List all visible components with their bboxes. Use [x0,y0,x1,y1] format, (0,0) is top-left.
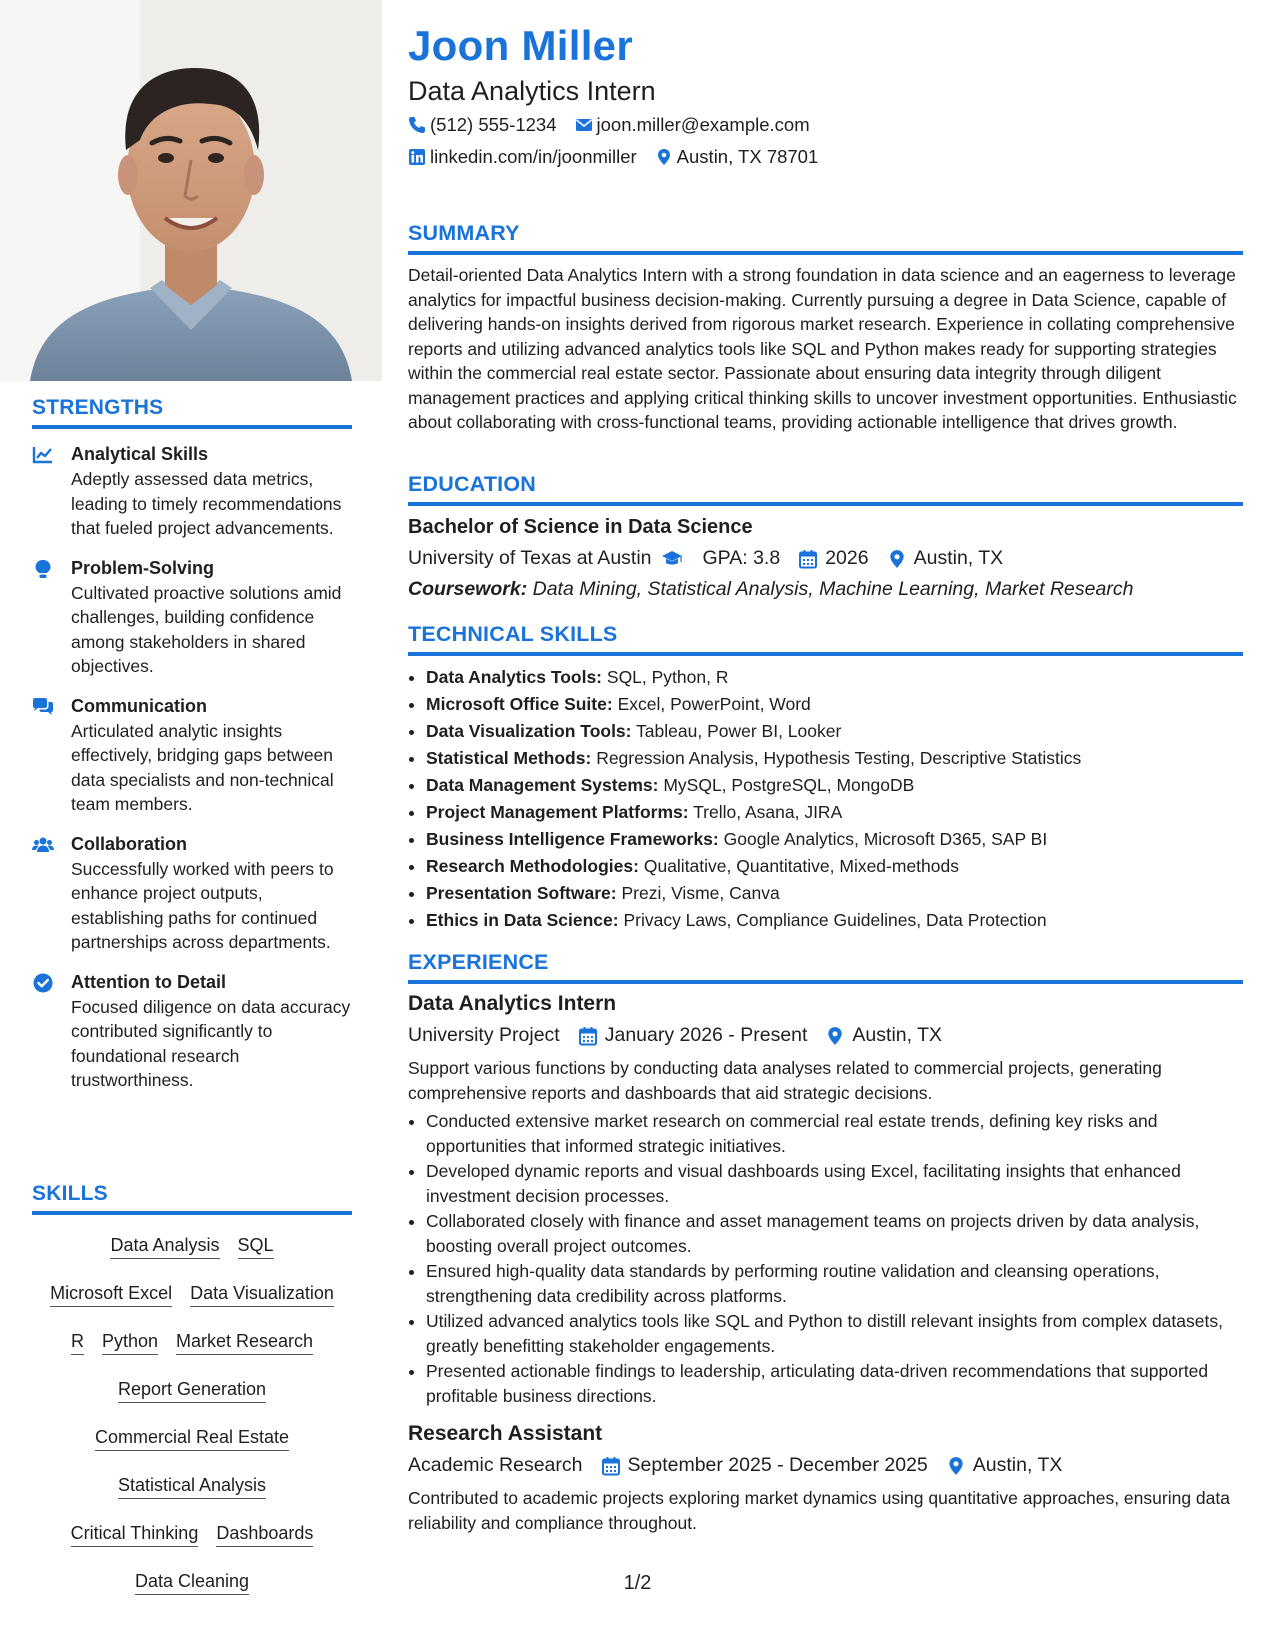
skill-tag: Data Visualization [190,1277,334,1307]
page-number-text: 1/2 [623,1572,652,1594]
summary-text: Detail-oriented Data Analytics Intern with a strong foundation in data science and an eagerness to leverage analytics for impactful business decision-making. Currently pursuing a degree in Data Science, capable of delivering hands-on insights derived from rigorous market research. Experience in collating comprehensive reports and utilizing advanced analytics tools like SQL and Python makes ready for supporting strategies within the commercial real estate sector. Passionate about ensuring data integrity through diligent management practices and applying critical thinking skills to uncover investment opportunities. Enthusiastic about collaborating with cross-functional teams, providing actionable intelligence that drives growth. [408,265,1237,432]
contact-linkedin[interactable] [408,146,637,168]
list-item [426,853,1243,880]
users-icon [32,835,54,855]
tech-label: Data Management Systems: [426,775,659,795]
gpa-text: GPA: 3.8 [702,547,781,569]
tech-value: Prezi, Visme, Canva [621,883,780,903]
phone-icon [408,116,426,134]
skills-section [32,1182,352,1613]
candidate-name: Joon Miller [408,22,633,69]
job-description: Contributed to academic projects exploring market dynamics using quantitative approaches, ensuring data reliability and compliance throughout. [408,1488,1230,1533]
experience-section [408,950,1243,1535]
list-item [426,880,1243,907]
tech-label: Data Analytics Tools: [426,667,603,687]
skill-tag: Statistical Analysis [118,1469,266,1499]
contact-phone[interactable] [408,114,557,136]
job-description: Support various functions by conducting data analyses related to commercial projects, generating comprehensive reports and dashboards that aid strategic decisions. [408,1058,1162,1103]
job-dates [578,1024,808,1047]
skill-tag: Data Analysis [110,1229,219,1259]
strength-item [32,695,352,817]
strength-item [32,971,352,1093]
job-location [946,1454,1063,1477]
tech-label: Presentation Software: [426,883,617,903]
chart-line-icon [32,445,54,465]
tech-label: Research Methodologies: [426,856,639,876]
strength-title: Communication [71,695,208,716]
skill-tag: Microsoft Excel [50,1277,172,1307]
check-circle-icon [32,973,54,993]
edu-location-text: Austin, TX [913,547,1004,569]
year-text: 2026 [825,547,869,569]
job-bullets [408,1109,1243,1408]
strength-item [32,557,352,679]
list-item [426,799,1243,826]
technical-skills-list [408,664,1243,934]
list-item: • Utilized advanced analytics tools like SQL and Python to distill relevant insights from complex datasets, greatly benefitting stakeholder engagements. [426,1309,1243,1358]
job-dates-text: January 2026 - Present [604,1024,808,1046]
skill-tag: Critical Thinking [71,1517,199,1547]
tech-value: Privacy Laws, Compliance Guidelines, Data Protection [623,910,1047,930]
skill-tag: Data Cleaning [135,1565,249,1595]
job-dates-text: September 2025 - December 2025 [627,1454,928,1476]
contact-row-2 [408,146,818,168]
tech-label: Microsoft Office Suite: [426,694,613,714]
candidate-role: Data Analytics Intern [408,76,656,106]
list-item [426,664,1243,691]
graduation-cap-icon [659,549,685,569]
gpa [703,547,781,570]
skill-tag: Report Generation [118,1373,266,1403]
skill-tag: R [71,1325,84,1355]
strength-title: Problem-Solving [71,557,215,578]
summary-section [408,221,1243,435]
strengths-title: STRENGTHS [32,396,352,429]
page-number [0,1572,1275,1595]
linkedin-text: linkedin.com/in/joonmiller [430,146,637,167]
sidebar [0,0,382,1650]
education-section [408,472,1243,601]
list-item: • Ensured high-quality data standards by performing routine validation and cleansing operations, strengthening data credibility across platforms. [426,1259,1243,1308]
skills-title: SKILLS [32,1182,352,1215]
list-item: • Conducted extensive market research on commercial real estate trends, defining key risks and opportunities that informed strategic initiatives. [426,1109,1243,1158]
list-item [426,718,1243,745]
tech-label: Ethics in Data Science: [426,910,619,930]
job-meta [408,1454,1243,1477]
map-pin-icon [946,1456,966,1476]
skill-tag: Market Research [176,1325,313,1355]
contact-row [408,114,810,136]
contact-location [655,146,819,168]
skill-tag: Commercial Real Estate [95,1421,289,1451]
list-item: • Collaborated closely with finance and asset management teams on projects driven by data analysis, boosting overall project outcomes. [426,1209,1243,1258]
list-item: • Presented actionable findings to leadership, articulating data-driven recommendations that supported profitable business directions. [426,1359,1243,1408]
strength-desc: Articulated analytic insights effectively, bridging gaps between data specialists and non-technical team members. [71,720,334,814]
tech-value: Qualitative, Quantitative, Mixed-methods [643,856,959,876]
degree-title: Bachelor of Science in Data Science [408,516,753,538]
list-item: • Developed dynamic reports and visual dashboards using Excel, facilitating insights that enhanced investment decision processes. [426,1159,1243,1208]
strength-title: Attention to Detail [71,971,226,992]
strength-desc: Focused diligence on data accuracy contributed significantly to foundational research trustworthiness. [71,996,351,1090]
school-text: University of Texas at Austin [408,547,652,569]
list-item [426,745,1243,772]
list-item [426,826,1243,853]
comments-icon [32,697,54,717]
job-location [825,1024,942,1047]
summary-title: SUMMARY [408,221,1243,255]
strength-title: Collaboration [71,833,187,854]
edu-location [887,547,1004,570]
strength-item [32,833,352,955]
tech-label: Statistical Methods: [426,748,592,768]
tech-value: Regression Analysis, Hypothesis Testing, Descriptive Statistics [596,748,1082,768]
profile-photo [0,0,382,381]
map-pin-icon [825,1026,845,1046]
education-meta [408,547,1243,570]
tech-label: Project Management Platforms: [426,802,689,822]
tech-value: Trello, Asana, JIRA [693,802,843,822]
experience-title: EXPERIENCE [408,950,1243,984]
email-text: joon.miller@example.com [596,114,810,135]
school-name [408,547,685,570]
envelope-icon [575,116,593,134]
list-item [426,691,1243,718]
lightbulb-icon [32,559,54,579]
technical-skills-section [408,622,1243,934]
location-text: Austin, TX 78701 [676,146,819,167]
list-item [426,772,1243,799]
coursework [408,578,1243,601]
skill-tag: Dashboards [216,1517,313,1547]
job-entry [408,1422,1243,1535]
skill-tag: Python [102,1325,158,1355]
job-org-text: Academic Research [408,1454,583,1476]
job-org-text: University Project [408,1024,560,1046]
calendar-icon [578,1026,598,1046]
strength-desc: Adeptly assessed data metrics, leading to timely recommendations that fueled project advancements. [71,469,342,538]
calendar-icon [798,549,818,569]
grad-year [798,547,868,570]
map-pin-icon [887,549,907,569]
strength-desc: Successfully worked with peers to enhance project outputs, establishing paths for continued partnerships across departments. [71,858,334,952]
contact-email[interactable] [575,114,810,136]
job-location-text: Austin, TX [852,1024,943,1046]
job-location-text: Austin, TX [972,1454,1063,1476]
job-dates [601,1454,928,1477]
strength-title: Analytical Skills [71,444,209,464]
job-org [408,1024,560,1047]
tech-value: SQL, Python, R [606,667,729,687]
strength-item [32,443,352,541]
tech-value: MySQL, PostgreSQL, MongoDB [663,775,915,795]
tech-value: Tableau, Power BI, Looker [636,721,842,741]
phone-text: (512) 555-1234 [430,114,557,135]
skills-list [32,1229,352,1613]
technical-skills-title: TECHNICAL SKILLS [408,622,1243,656]
tech-value: Google Analytics, Microsoft D365, SAP BI [723,829,1048,849]
job-title: Research Assistant [408,1422,603,1445]
job-entry [408,992,1243,1408]
map-pin-icon [655,148,673,166]
coursework-label: Coursework: [408,578,528,600]
job-meta [408,1024,1243,1047]
skill-tag: SQL [238,1229,274,1259]
coursework-text: Data Mining, Statistical Analysis, Machine Learning, Market Research [532,578,1134,600]
strengths-section [32,396,352,1093]
linkedin-icon [408,148,426,166]
tech-label: Business Intelligence Frameworks: [426,829,719,849]
education-title: EDUCATION [408,472,1243,506]
tech-label: Data Visualization Tools: [426,721,632,741]
calendar-icon [601,1456,621,1476]
list-item [426,907,1243,934]
profile-photo-illustration [0,0,382,381]
strength-desc: Cultivated proactive solutions amid challenges, building confidence among stakeholders in shared objectives. [71,582,342,676]
job-title: Data Analytics Intern [408,992,617,1015]
job-org [408,1454,583,1477]
tech-value: Excel, PowerPoint, Word [617,694,811,714]
